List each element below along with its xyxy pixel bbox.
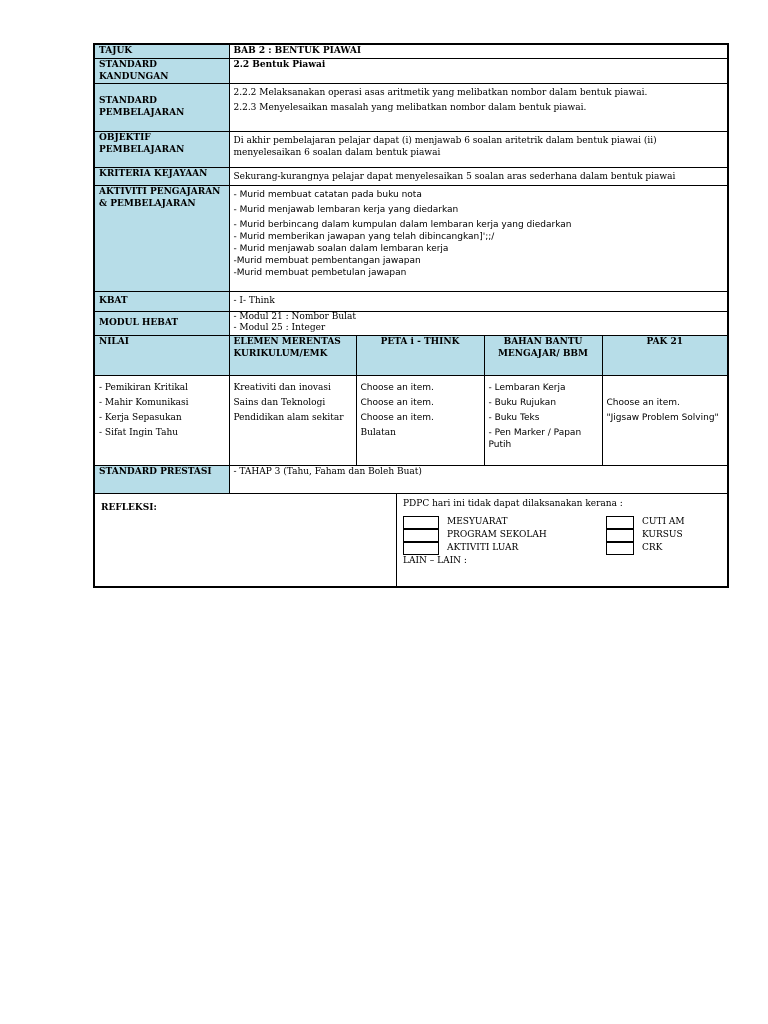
checkbox-row	[606, 516, 685, 529]
option-label: CUTI AM	[642, 517, 685, 527]
standard-kandungan-label: STANDARD KANDUNGAN	[94, 58, 229, 83]
bbm-item: - Buku Teks	[488, 412, 540, 423]
pak21-item: "Jigsaw Problem Solving"	[606, 412, 719, 423]
nilai-values	[94, 375, 229, 465]
crk-checkbox[interactable]	[606, 542, 634, 555]
option-label: MESYUARAT	[447, 517, 508, 527]
nilai-item: - Sifat Ingin Tahu	[99, 427, 179, 438]
row-objektif	[94, 131, 728, 167]
bbm-header: BAHAN BANTU MENGAJAR/ BBM	[484, 335, 602, 375]
option-label: AKTIVITI LUAR	[447, 543, 519, 553]
peta-dropdown[interactable]: Choose an item.	[360, 412, 434, 423]
option-label: CRK	[642, 543, 663, 553]
modul-hebat-value	[229, 311, 728, 335]
kbat-value: - I- Think	[229, 291, 728, 311]
row-standard-prestasi	[94, 465, 728, 493]
bbm-values	[484, 375, 602, 465]
tajuk-label: TAJUK	[94, 44, 229, 58]
refleksi-left	[95, 494, 397, 586]
pak21-header: PAK 21	[602, 335, 728, 375]
standard-pembelajaran-label: STANDARD PEMBELAJARAN	[94, 83, 229, 131]
lain-lain-label: LAIN – LAIN :	[403, 555, 467, 566]
aktiviti-item: - Murid menjawab lembaran kerja yang diedarkan	[233, 204, 459, 215]
row-standard-pembelajaran	[94, 83, 728, 131]
options-left	[403, 516, 606, 555]
kriteria-text: Sekurang-kurangnya pelajar dapat menyelesaikan 5 soalan aras sederhana dalam bentuk piawai	[233, 171, 676, 182]
lesson-plan-table	[93, 43, 729, 588]
row-refleksi	[94, 493, 728, 587]
aktiviti-item: - Murid membuat catatan pada buku nota	[233, 189, 422, 200]
pak21-values	[602, 375, 728, 465]
aktiviti-item: -Murid membuat pembentangan jawapan	[233, 255, 421, 266]
objektif-value	[229, 131, 728, 167]
bbm-item: - Lembaran Kerja	[488, 382, 566, 393]
checkbox-row	[403, 516, 606, 529]
program-sekolah-checkbox[interactable]	[403, 529, 439, 542]
objektif-text: Di akhir pembelajaran pelajar dapat (i) menjawab 6 soalan aritetrik dalam bentuk piawai (ii) menyelesaikan 6 soalan dalam bentuk piawai	[233, 135, 657, 158]
emk-item: Kreativiti dan inovasi	[233, 382, 331, 393]
nilai-header: NILAI	[94, 335, 229, 375]
option-label: PROGRAM SEKOLAH	[447, 530, 547, 540]
nilai-item: - Pemikiran Kritikal	[99, 382, 189, 393]
emk-values	[229, 375, 356, 465]
row-kbat	[94, 291, 728, 311]
kriteria-value	[229, 167, 728, 185]
aktiviti-luar-checkbox[interactable]	[403, 542, 439, 555]
sp-item: 2.2.3 Menyelesaikan masalah yang melibatkan nombor dalam bentuk piawai.	[233, 102, 587, 113]
aktiviti-value	[229, 185, 728, 291]
sp-item: 2.2.2 Melaksanakan operasi asas aritmetik yang melibatkan nombor dalam bentuk piawai.	[233, 87, 648, 98]
row-aktiviti	[94, 185, 728, 291]
option-label: KURSUS	[642, 530, 683, 540]
aktiviti-label: AKTIVITI PENGAJARAN & PEMBELAJARAN	[94, 185, 229, 291]
objektif-label: OBJEKTIF PEMBELAJARAN	[94, 131, 229, 167]
kursus-checkbox[interactable]	[606, 529, 634, 542]
pak21-dropdown[interactable]: Choose an item.	[606, 397, 680, 408]
checkbox-row	[606, 542, 685, 555]
emk-item: Sains dan Teknologi	[233, 397, 326, 408]
standard-prestasi-value: - TAHAP 3 (Tahu, Faham dan Boleh Buat)	[229, 465, 728, 493]
pdpc-note: PDPC hari ini tidak dapat dilaksanakan kerana :	[403, 498, 623, 509]
bbm-item: - Buku Rujukan	[488, 397, 557, 408]
row-tajuk	[94, 44, 728, 58]
aktiviti-item: -Murid membuat pembetulan jawapan	[233, 267, 407, 278]
nilai-item: - Mahir Komunikasi	[99, 397, 189, 408]
nilai-item: - Kerja Sepasukan	[99, 412, 182, 423]
peta-values	[356, 375, 484, 465]
refleksi-right	[397, 494, 727, 586]
modul-item: - Modul 21 : Nombor Bulat	[233, 311, 356, 322]
row-nilai-values	[94, 375, 728, 465]
row-kriteria	[94, 167, 728, 185]
kbat-label: KBAT	[94, 291, 229, 311]
refleksi-cell	[94, 493, 728, 587]
peta-dropdown[interactable]: Choose an item.	[360, 382, 434, 393]
tajuk-value: BAB 2 : BENTUK PIAWAI	[229, 44, 728, 58]
standard-pembelajaran-value	[229, 83, 728, 131]
aktiviti-item: - Murid berbincang dalam kumpulan dalam lembaran kerja yang diedarkan	[233, 219, 572, 230]
checkbox-row	[606, 529, 685, 542]
cuti-am-checkbox[interactable]	[606, 516, 634, 529]
peta-dropdown[interactable]: Choose an item.	[360, 397, 434, 408]
row-modul-hebat	[94, 311, 728, 335]
modul-hebat-label: MODUL HEBAT	[94, 311, 229, 335]
checkbox-row	[403, 542, 606, 555]
modul-item: - Modul 25 : Integer	[233, 322, 326, 333]
mesyuarat-checkbox[interactable]	[403, 516, 439, 529]
standard-kandungan-value: 2.2 Bentuk Piawai	[229, 58, 728, 83]
aktiviti-item: - Murid memberikan jawapan yang telah dibincangkan]';;/	[233, 231, 495, 242]
row-nilai-headers	[94, 335, 728, 375]
kriteria-label: KRITERIA KEJAYAAN	[94, 167, 229, 185]
peta-header: PETA i - THINK	[356, 335, 484, 375]
lesson-plan	[93, 43, 727, 588]
standard-prestasi-label: STANDARD PRESTASI	[94, 465, 229, 493]
options-right	[606, 516, 685, 555]
checkbox-row	[403, 529, 606, 542]
emk-item: Pendidikan alam sekitar	[233, 412, 344, 423]
emk-header: ELEMEN MERENTAS KURIKULUM/EMK	[229, 335, 356, 375]
aktiviti-item: - Murid menjawab soalan dalam lembaran kerja	[233, 243, 449, 254]
bbm-item: - Pen Marker / Papan Putih	[488, 427, 582, 450]
row-standard-kandungan	[94, 58, 728, 83]
peta-item: Bulatan	[360, 427, 396, 438]
refleksi-label: REFLEKSI:	[101, 502, 157, 513]
